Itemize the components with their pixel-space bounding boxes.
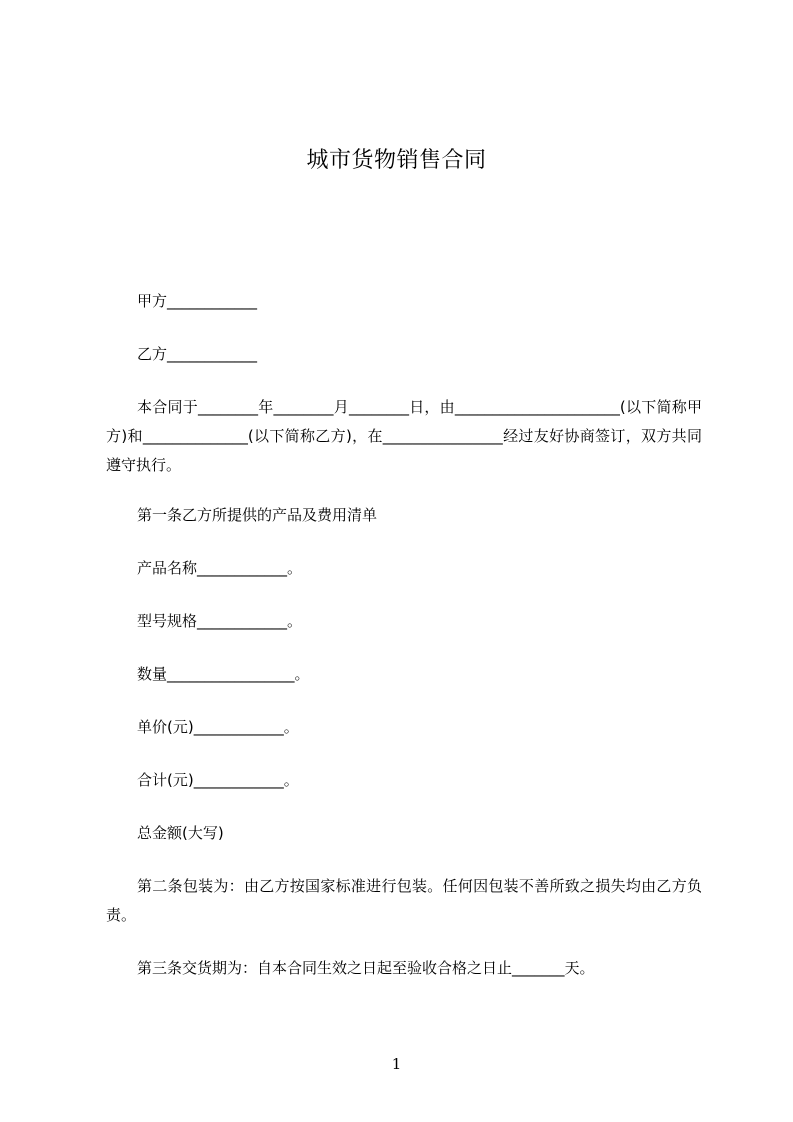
product-name-line: 产品名称____________。 xyxy=(137,559,303,577)
unit-price-line: 单价(元)____________。 xyxy=(137,718,299,736)
model-spec-line: 型号规格____________。 xyxy=(137,612,303,630)
intro-paragraph: 本合同于________年________月________日，由______________________(以下简称甲方)和______________(以下简称乙方)，在________________经过友好协商签订，双方共同遵守执行。 xyxy=(106,398,702,474)
party-b-line: 乙方____________ xyxy=(137,345,258,363)
page-number: 1 xyxy=(391,1055,402,1073)
total-amount-capital-line: 总金额(大写) xyxy=(137,824,224,842)
total-line: 合计(元)____________。 xyxy=(137,771,299,789)
party-a-line: 甲方____________ xyxy=(137,292,258,310)
quantity-line: 数量_________________。 xyxy=(137,665,310,683)
article-1-heading: 第一条乙方所提供的产品及费用清单 xyxy=(137,506,378,524)
article-3-line: 第三条交货期为：自本合同生效之日起至验收合格之日止_______天。 xyxy=(137,959,595,977)
page-title: 城市货物销售合同 xyxy=(306,148,487,173)
article-2-paragraph: 第二条包装为：由乙方按国家标准进行包装。任何因包装不善所致之损失均由乙方负责。 xyxy=(106,877,702,924)
